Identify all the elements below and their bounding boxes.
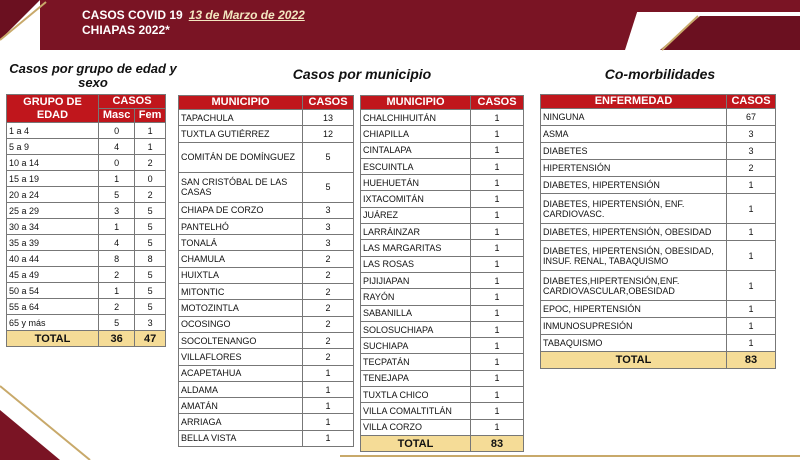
header-date: 13 de Marzo de 2022 (188, 8, 305, 22)
table-row (179, 365, 354, 381)
table-row (361, 387, 524, 403)
table-row (541, 160, 776, 177)
cell-value: 1 (471, 338, 524, 354)
cell-value: 1 (99, 171, 135, 187)
cell-label: SUCHIAPA (361, 338, 471, 354)
table-row (361, 224, 524, 240)
cell-value: 1 (727, 194, 776, 224)
table-row (7, 203, 166, 219)
cell-value: 1 (471, 191, 524, 207)
table-row (541, 271, 776, 301)
table-row (179, 284, 354, 300)
table-row (7, 139, 166, 155)
cell-value: 0 (135, 171, 166, 187)
cell-label: TECPATÁN (361, 354, 471, 370)
cell-value: 1 (135, 123, 166, 139)
table-row (361, 158, 524, 174)
cell-label: SOCOLTENANGO (179, 332, 303, 348)
table-row (179, 126, 354, 142)
cell-label: HUEHUETÁN (361, 175, 471, 191)
cell-value: 1 (303, 365, 354, 381)
table-row (361, 240, 524, 256)
cell-value: 2 (303, 284, 354, 300)
cell-label: ASMA (541, 126, 727, 143)
cell-value: 1 (471, 403, 524, 419)
table-edad (6, 94, 166, 347)
table-row (361, 191, 524, 207)
cell-label: 30 a 34 (7, 219, 99, 235)
cell-label: ALDAMA (179, 381, 303, 397)
table-comorbilidades (540, 94, 776, 369)
table-row (7, 299, 166, 315)
cell-value: 1 (727, 301, 776, 318)
total-value: 83 (727, 352, 776, 369)
table-row (541, 224, 776, 241)
cell-value: 5 (303, 172, 354, 202)
cell-label: NINGUNA (541, 109, 727, 126)
cell-label: LAS MARGARITAS (361, 240, 471, 256)
col-casos: CASOS (303, 96, 354, 110)
cell-label: DIABETES, HIPERTENSIÓN (541, 177, 727, 194)
table-row (179, 142, 354, 172)
cell-label: AMATÁN (179, 398, 303, 414)
table-row (7, 315, 166, 331)
col-casos: CASOS (99, 95, 166, 109)
total-label: TOTAL (361, 435, 471, 451)
table-row (361, 403, 524, 419)
table-row (361, 321, 524, 337)
cell-value: 1 (471, 142, 524, 158)
cell-label: VILLA COMALTITLÁN (361, 403, 471, 419)
cell-label: TUXTLA GUTIÉRREZ (179, 126, 303, 142)
table-row (179, 202, 354, 218)
table-municipio-right (360, 95, 524, 452)
cell-label: ARRIAGA (179, 414, 303, 430)
cell-value: 1 (727, 224, 776, 241)
cell-value: 1 (135, 139, 166, 155)
cell-label: BELLA VISTA (179, 430, 303, 446)
cell-label: COMITÁN DE DOMÍNGUEZ (179, 142, 303, 172)
cell-label: 15 a 19 (7, 171, 99, 187)
col-casos: CASOS (471, 96, 524, 110)
cell-label: RAYÓN (361, 289, 471, 305)
table-row (541, 318, 776, 335)
total-fem: 47 (135, 331, 166, 347)
col-fem: Fem (135, 109, 166, 123)
cell-value: 5 (135, 219, 166, 235)
cell-value: 1 (303, 381, 354, 397)
table-row (541, 194, 776, 224)
cell-label: CINTALAPA (361, 142, 471, 158)
col-municipio: MUNICIPIO (179, 96, 303, 110)
cell-value: 3 (303, 235, 354, 251)
cell-value: 1 (471, 321, 524, 337)
table-row (7, 267, 166, 283)
table-row (541, 335, 776, 352)
cell-label: INMUNOSUPRESIÓN (541, 318, 727, 335)
cell-value: 1 (727, 271, 776, 301)
cell-label: VILLAFLORES (179, 349, 303, 365)
total-row-municipio (361, 435, 524, 451)
cell-label: LAS ROSAS (361, 256, 471, 272)
cell-label: PANTELHÓ (179, 218, 303, 234)
cell-label: 1 a 4 (7, 123, 99, 139)
cell-label: 20 a 24 (7, 187, 99, 203)
table-row (361, 305, 524, 321)
cell-label: SOLOSUCHIAPA (361, 321, 471, 337)
table-row (179, 349, 354, 365)
total-row-comorbilidades (541, 352, 776, 369)
header-title (82, 8, 305, 38)
title-comorbilidades: Co-morbilidades (604, 66, 716, 82)
table-row (179, 316, 354, 332)
table-row (361, 419, 524, 435)
cell-value: 5 (99, 187, 135, 203)
col-casos: CASOS (727, 95, 776, 109)
table-row (7, 283, 166, 299)
cell-value: 1 (303, 430, 354, 446)
cell-value: 5 (135, 299, 166, 315)
cell-value: 1 (471, 240, 524, 256)
cell-value: 3 (135, 315, 166, 331)
cell-label: 40 a 44 (7, 251, 99, 267)
cell-label: MITONTIC (179, 284, 303, 300)
cell-value: 2 (303, 251, 354, 267)
cell-value: 67 (727, 109, 776, 126)
cell-value: 1 (99, 283, 135, 299)
cell-label: CHIAPA DE CORZO (179, 202, 303, 218)
cell-value: 1 (303, 398, 354, 414)
table-row (361, 207, 524, 223)
cell-value: 2 (99, 267, 135, 283)
total-masc: 36 (99, 331, 135, 347)
table-row (361, 110, 524, 126)
cell-value: 3 (99, 203, 135, 219)
table-row (7, 123, 166, 139)
table-row (361, 272, 524, 288)
cell-label: SAN CRISTÓBAL DE LAS CASAS (179, 172, 303, 202)
cell-label: 45 a 49 (7, 267, 99, 283)
table-municipio-left (178, 95, 354, 447)
table-row (361, 142, 524, 158)
cell-label: TABAQUISMO (541, 335, 727, 352)
table-row (541, 109, 776, 126)
table-row (361, 256, 524, 272)
table-row (361, 289, 524, 305)
cell-label: 55 a 64 (7, 299, 99, 315)
table-row (541, 301, 776, 318)
cell-value: 5 (135, 203, 166, 219)
cell-label: HIPERTENSIÓN (541, 160, 727, 177)
cell-label: 10 a 14 (7, 155, 99, 171)
title-municipio: Casos por municipio (292, 66, 432, 82)
table-row (179, 300, 354, 316)
cell-value: 2 (135, 155, 166, 171)
cell-label: ESCUINTLA (361, 158, 471, 174)
cell-label: EPOC, HIPERTENSIÓN (541, 301, 727, 318)
cell-label: CHALCHIHUITÁN (361, 110, 471, 126)
cell-value: 3 (727, 126, 776, 143)
cell-label: ACAPETAHUA (179, 365, 303, 381)
cell-value: 1 (471, 110, 524, 126)
title-edad: Casos por grupo de edad y sexo (9, 61, 177, 90)
cell-label: DIABETES, HIPERTENSIÓN, ENF. CARDIOVASC. (541, 194, 727, 224)
cell-value: 0 (99, 155, 135, 171)
cell-value: 1 (471, 272, 524, 288)
cell-value: 1 (727, 177, 776, 194)
cell-value: 1 (471, 354, 524, 370)
cell-label: IXTACOMITÁN (361, 191, 471, 207)
table-row (7, 251, 166, 267)
bottom-left-decoration (0, 380, 110, 460)
cell-value: 1 (471, 224, 524, 240)
table-row (361, 175, 524, 191)
cell-value: 1 (471, 158, 524, 174)
cell-value: 1 (99, 219, 135, 235)
cell-value: 2 (303, 349, 354, 365)
cell-value: 2 (727, 160, 776, 177)
header-line2: CHIAPAS 2022* (82, 23, 170, 37)
cell-label: 5 a 9 (7, 139, 99, 155)
col-grupo: GRUPO DE EDAD (7, 95, 99, 123)
cell-value: 1 (303, 414, 354, 430)
table-row (179, 172, 354, 202)
cell-value: 2 (303, 332, 354, 348)
table-row (7, 187, 166, 203)
cell-value: 4 (99, 235, 135, 251)
cell-value: 8 (135, 251, 166, 267)
table-row (541, 126, 776, 143)
cell-label: TUXTLA CHICO (361, 387, 471, 403)
total-label: TOTAL (7, 331, 99, 347)
bottom-gold-rule (340, 455, 800, 457)
table-row (179, 267, 354, 283)
col-municipio: MUNICIPIO (361, 96, 471, 110)
cell-value: 1 (471, 126, 524, 142)
cell-label: MOTOZINTLA (179, 300, 303, 316)
table-row (179, 251, 354, 267)
cell-value: 2 (303, 267, 354, 283)
cell-value: 13 (303, 110, 354, 126)
table-row (179, 430, 354, 446)
table-row (179, 218, 354, 234)
cell-value: 2 (303, 316, 354, 332)
cell-value: 2 (99, 299, 135, 315)
cell-label: 35 a 39 (7, 235, 99, 251)
cell-label: SABANILLA (361, 305, 471, 321)
table-row (361, 126, 524, 142)
cell-value: 4 (99, 139, 135, 155)
table-row (7, 155, 166, 171)
cell-label: LARRÁINZAR (361, 224, 471, 240)
total-label: TOTAL (541, 352, 727, 369)
cell-label: TONALÁ (179, 235, 303, 251)
table-row (361, 354, 524, 370)
cell-value: 1 (727, 241, 776, 271)
total-row-edad (7, 331, 166, 347)
cell-value: 1 (727, 335, 776, 352)
cell-value: 1 (471, 207, 524, 223)
cell-value: 3 (727, 143, 776, 160)
cell-value: 5 (135, 235, 166, 251)
cell-label: TENEJAPA (361, 370, 471, 386)
table-row (179, 381, 354, 397)
table-row (541, 241, 776, 271)
cell-value: 1 (471, 305, 524, 321)
cell-value: 5 (135, 267, 166, 283)
cell-value: 1 (471, 175, 524, 191)
col-masc: Masc (99, 109, 135, 123)
table-row (7, 219, 166, 235)
cell-value: 1 (471, 256, 524, 272)
table-row (179, 110, 354, 126)
cell-value: 1 (471, 289, 524, 305)
cell-label: 25 a 29 (7, 203, 99, 219)
table-row (361, 338, 524, 354)
cell-label: OCOSINGO (179, 316, 303, 332)
table-row (179, 332, 354, 348)
cell-value: 5 (303, 142, 354, 172)
cell-label: CHAMULA (179, 251, 303, 267)
cell-value: 2 (303, 300, 354, 316)
cell-label: DIABETES, HIPERTENSIÓN, OBESIDAD (541, 224, 727, 241)
table-row (7, 235, 166, 251)
cell-value: 1 (471, 370, 524, 386)
cell-value: 3 (303, 218, 354, 234)
table-row (179, 235, 354, 251)
cell-value: 5 (99, 315, 135, 331)
cell-label: JUÁREZ (361, 207, 471, 223)
table-row (541, 177, 776, 194)
cell-label: TAPACHULA (179, 110, 303, 126)
cell-value: 2 (135, 187, 166, 203)
cell-label: DIABETES (541, 143, 727, 160)
cell-label: PIJIJIAPAN (361, 272, 471, 288)
table-row (7, 171, 166, 187)
cell-value: 3 (303, 202, 354, 218)
col-enfermedad: ENFERMEDAD (541, 95, 727, 109)
cell-value: 0 (99, 123, 135, 139)
cell-value: 1 (471, 387, 524, 403)
cell-value: 5 (135, 283, 166, 299)
cell-label: DIABETES, HIPERTENSIÓN, OBESIDAD, INSUF. RENAL, TABAQUISMO (541, 241, 727, 271)
cell-label: DIABETES,HIPERTENSIÓN,ENF. CARDIOVASCULAR,OBESIDAD (541, 271, 727, 301)
cell-value: 1 (471, 419, 524, 435)
cell-value: 1 (727, 318, 776, 335)
cell-value: 12 (303, 126, 354, 142)
cell-label: CHIAPILLA (361, 126, 471, 142)
cell-label: 65 y más (7, 315, 99, 331)
cell-label: VILLA CORZO (361, 419, 471, 435)
table-row (361, 370, 524, 386)
table-row (179, 398, 354, 414)
cell-label: HUIXTLA (179, 267, 303, 283)
table-row (179, 414, 354, 430)
table-row (541, 143, 776, 160)
cell-value: 8 (99, 251, 135, 267)
total-value: 83 (471, 435, 524, 451)
header-line1: CASOS COVID 19 (82, 8, 183, 22)
cell-label: 50 a 54 (7, 283, 99, 299)
